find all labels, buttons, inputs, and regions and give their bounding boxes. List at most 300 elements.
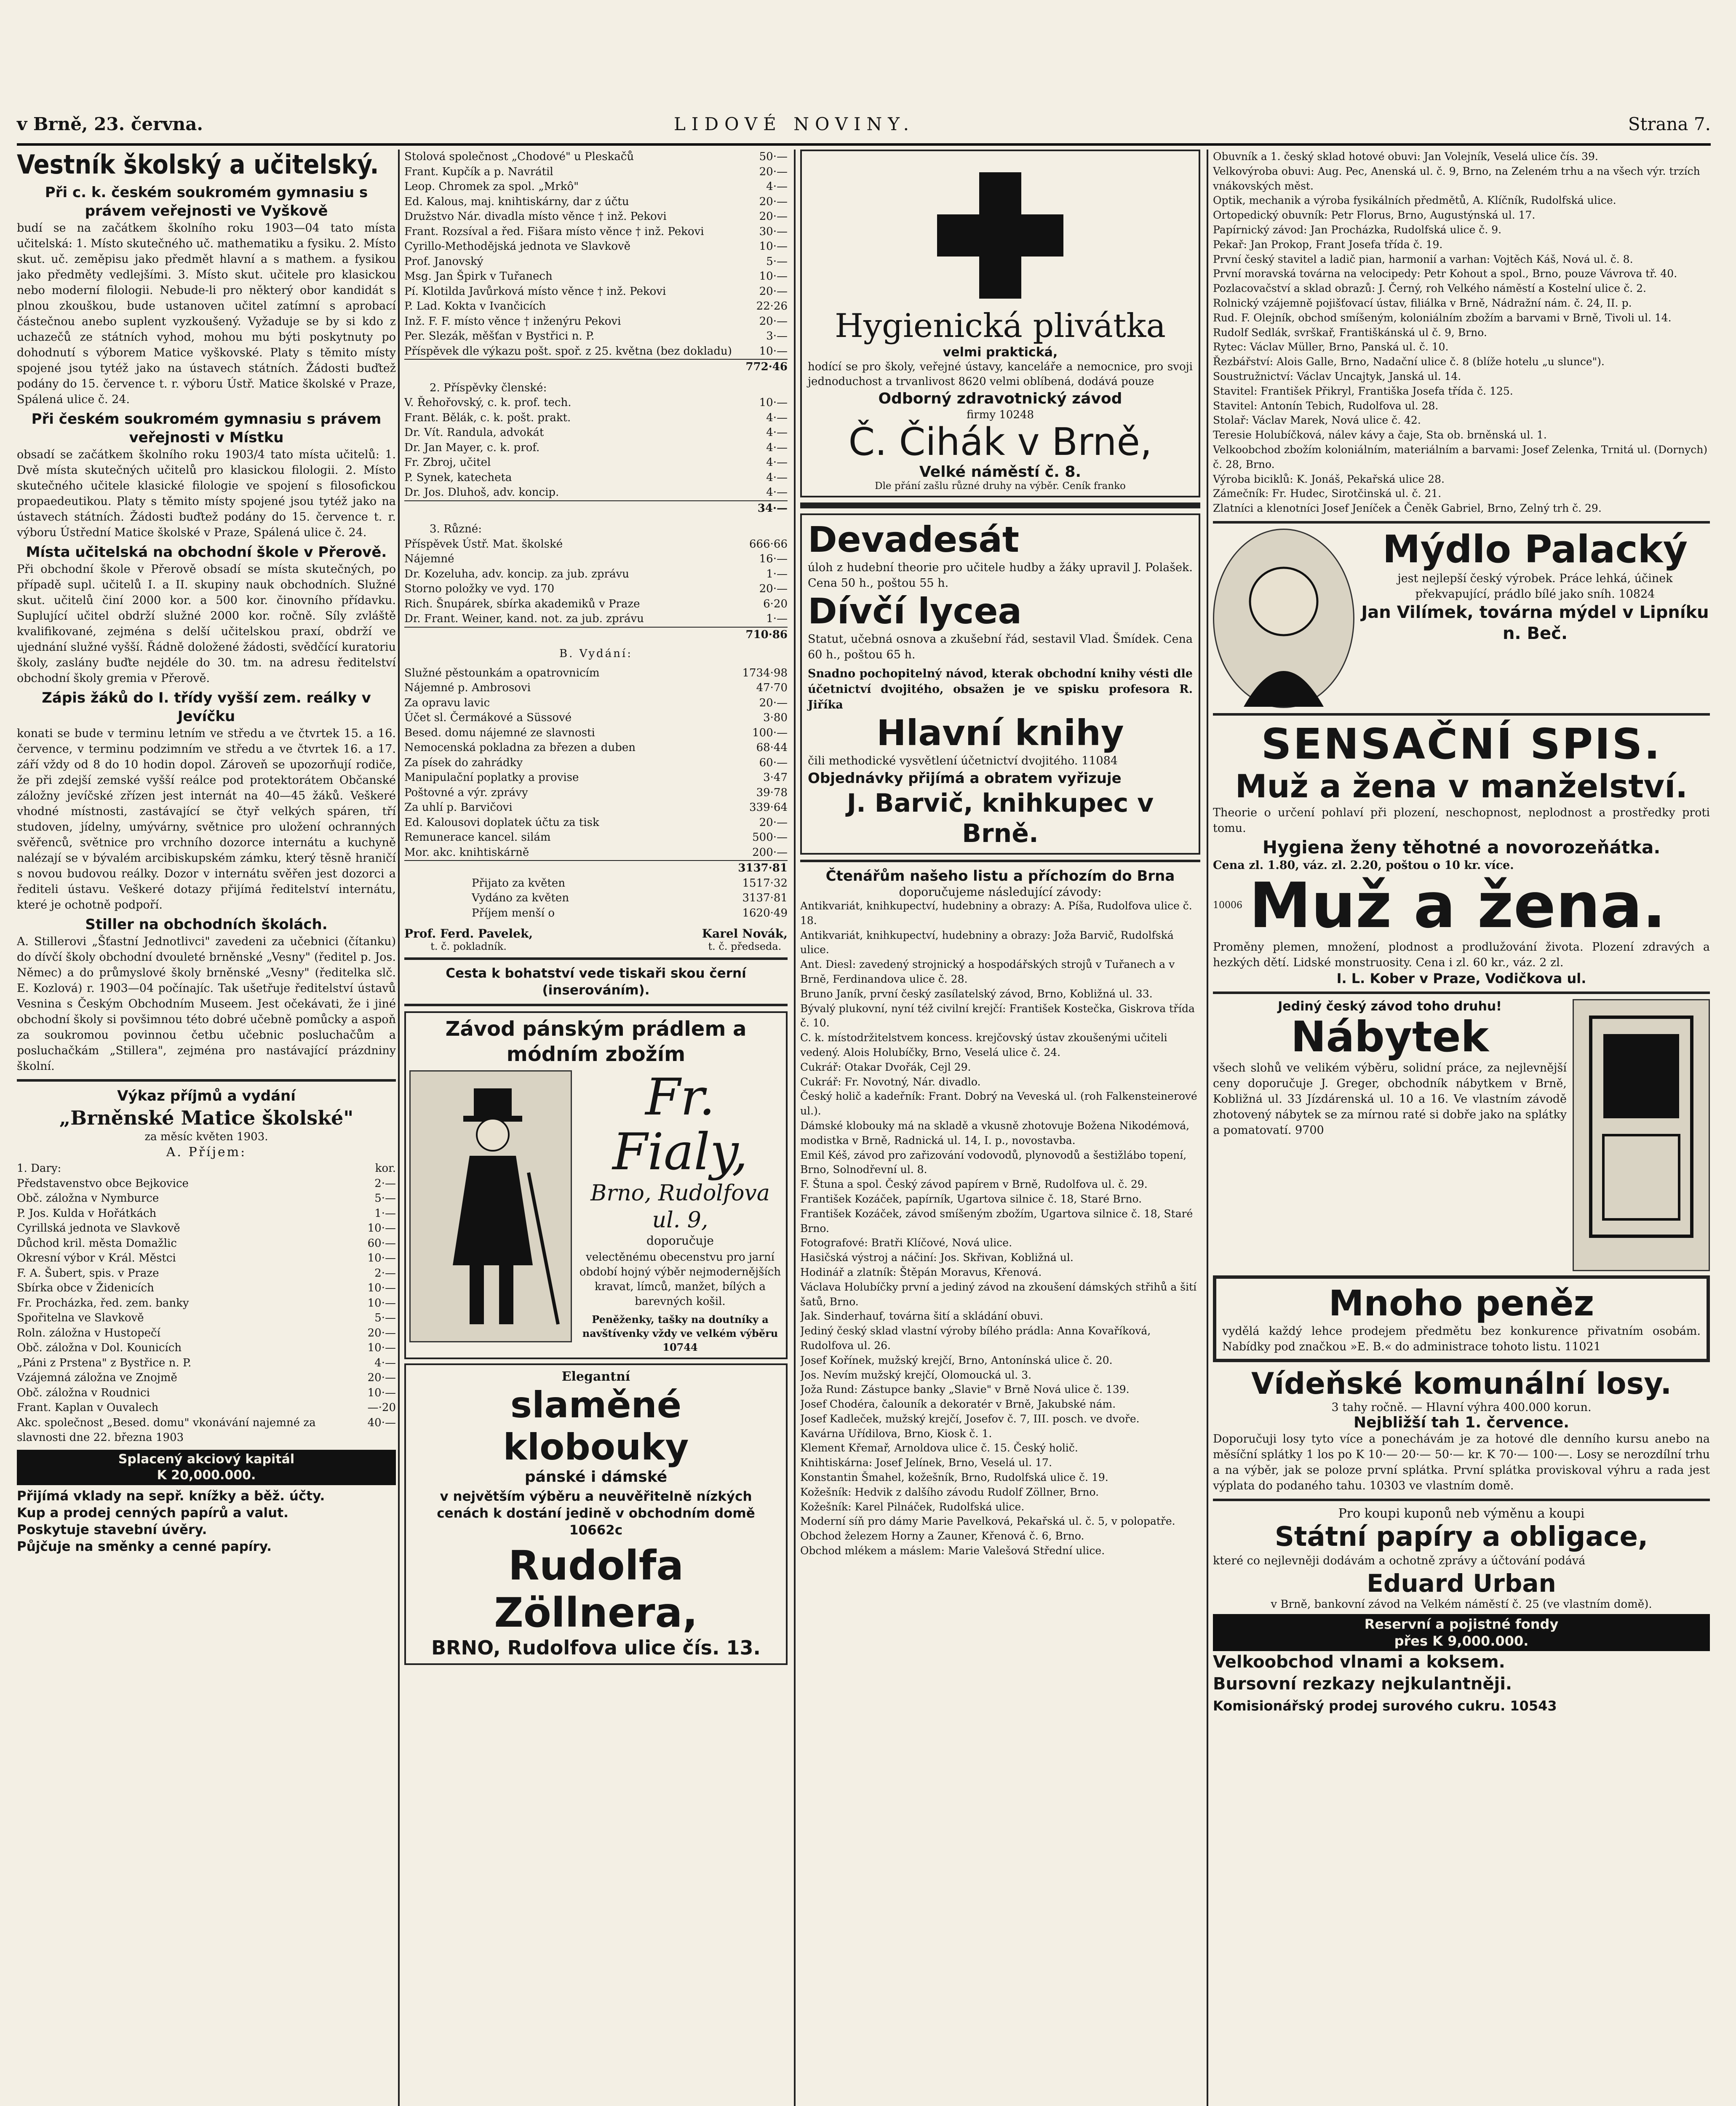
- directory-entry: Pozlacovačství a sklad obrazů: J. Černý, roh Velkého náměstí a Kostelní ulice č. 2.: [1213, 282, 1647, 295]
- ledger-row-value: 4·—: [766, 456, 788, 469]
- ledger-row-value: 40·—: [367, 1416, 396, 1429]
- ledger-row-value: 10·—: [759, 240, 788, 253]
- ledger-row-value: 1620·49: [742, 906, 788, 919]
- ledger-sum: [404, 860, 788, 876]
- ledger-row: [17, 1176, 396, 1192]
- red-cross-icon: [937, 172, 1063, 299]
- ledger-row: [404, 756, 788, 771]
- ledger-row-label: Příspěvek Ústř. Mat. školské: [404, 537, 563, 551]
- directory-entry: Zámečník: Fr. Hudec, Sirotčinská ul. č. 21.: [1213, 487, 1442, 500]
- ledger-row: [404, 425, 788, 441]
- ledger-row-label: Dr. Frant. Weiner, kand. not. za jub. zprávu: [404, 612, 644, 625]
- ledger-row-label: P. Lad. Kokta v Ivančicích: [404, 300, 546, 313]
- ledger-row-value: 16·—: [759, 553, 788, 565]
- ledger-row: [404, 239, 788, 254]
- fiala-name: Fr. Fialy,: [612, 1068, 748, 1181]
- ledger-row-value: 1517·32: [742, 877, 788, 890]
- ledger-row: [404, 485, 788, 500]
- ledger-row-label: Cyrillská jednota ve Slavkově: [17, 1222, 180, 1235]
- divider: [404, 957, 788, 960]
- ledger-row-label: „Páni z Prstena" z Bystřice n. P.: [17, 1356, 192, 1369]
- ledger-heading: A. Příjem:: [166, 1145, 247, 1160]
- ledger-sum: [404, 359, 788, 375]
- directory-heading: Čtenářům našeho listu a příchozím do Brna: [825, 868, 1175, 885]
- ledger-row-value: 20·—: [759, 165, 788, 178]
- directory-entry: Dámské klobouky má na skladě a vkusně zhotovuje Božena Nikodémová, modistka v Brně, Radnická ul. 14, I. p., novostavba.: [800, 1119, 1190, 1147]
- signature-name: Karel Novák,: [702, 927, 788, 941]
- urban-address: v Brně, bankovní závod na Velkém náměstí č. 25 (ve vlastním domě).: [1271, 1598, 1652, 1611]
- directory-entry: František Kozáček, závod smíšeným zbožím, Ugartova silnice č. 18, Staré Brno.: [800, 1207, 1193, 1235]
- ledger-row: [17, 1386, 396, 1401]
- column-rule: [1207, 150, 1208, 2106]
- spittoon-sub: velmi praktická,: [943, 345, 1058, 360]
- ledger-row-value: 6·20: [763, 597, 788, 610]
- directory-entry: Velkoobchod zbožím koloniálním, materiálním a barvami: Josef Zelenka, Trnitá ul. (Dornych) č. 28, Brno.: [1213, 443, 1708, 470]
- ledger-row: [17, 1191, 396, 1206]
- bank-capital-amount: K 20,000.000.: [157, 1467, 256, 1483]
- ledger-row: [17, 1400, 396, 1416]
- ledger-row-value: 10·—: [367, 1252, 396, 1264]
- soap-title: Mýdlo Palacký: [1382, 527, 1688, 572]
- directory-entry: Cukrář: Fr. Novotný, Nár. divadlo.: [800, 1075, 981, 1088]
- sensation-price: Cena zl. 1.80, váz. zl. 2.20, poštou o 10 kr. více.: [1213, 858, 1514, 872]
- orders-line: Objednávky přijímá a obratem vyřizuje: [808, 770, 1122, 787]
- zollner-headline: slaměné klobouky: [503, 1384, 689, 1468]
- directory-entry: Hodinář a zlatník: Štěpán Moravus, Křenová.: [800, 1266, 1042, 1278]
- lottery-title: Vídeňské komunální losy.: [1251, 1366, 1672, 1401]
- ledger-row: [17, 1296, 396, 1311]
- ledger-row-value: —·20: [367, 1401, 396, 1414]
- ledger-totals: [404, 876, 788, 921]
- ledger-row-label: Ed. Kalous, maj. knihtiskárny, dar z účtu: [404, 195, 629, 208]
- ledger-row-label: Mor. akc. knihtiskárně: [404, 846, 529, 859]
- ledger-row: [17, 1341, 396, 1356]
- sensation-publisher: I. L. Kober v Praze, Vodičkova ul.: [1336, 970, 1586, 986]
- ledger-row-label: Fr. Procházka, řed. zem. banky: [17, 1296, 189, 1310]
- spittoon-ad: [800, 150, 1200, 497]
- ledger-row: [404, 195, 788, 210]
- directory-list: [800, 899, 1200, 1558]
- bank-service: Kup a prodej cenných papírů a valut.: [17, 1505, 288, 1521]
- ledger-title: Výkaz příjmů a vydání: [117, 1088, 296, 1104]
- furniture-ad-text: [1213, 999, 1567, 1271]
- ledger-row-value: 60·—: [759, 756, 788, 769]
- ledger-row: [17, 1251, 396, 1266]
- directory-entry: Rudolf Sedlák, svrškař, Františkánská ul č. 9, Brno.: [1213, 326, 1487, 339]
- ledger-row: [404, 344, 788, 359]
- notice-ad: Cesta k bohatství vede tiskaři skou černí (inserováním).: [446, 966, 746, 998]
- ledger-row: [404, 567, 788, 582]
- ledger-row-label: Za opravu lavic: [404, 696, 490, 709]
- reserve-amount: přes K 9,000.000.: [1394, 1633, 1529, 1649]
- ledger-row-label: Přijato za květen: [472, 877, 566, 890]
- cabinet-illustration: [1573, 999, 1710, 1271]
- sensation-sub: Muž a žena v manželství.: [1235, 767, 1688, 805]
- ledger-row-label: Dr. Vít. Randula, advokát: [404, 426, 544, 439]
- ledger-row: [404, 552, 788, 567]
- fiala-ad-title: Závod pánským prádlem a módním zbožím: [445, 1017, 747, 1066]
- spittoon-firm: Odborný zdravotnický závod: [878, 390, 1122, 407]
- directory-entry: Antikvariát, knihkupectví, hudebniny a obrazy: A. Píša, Rudolfova ulice č. 18.: [800, 900, 1192, 927]
- fiala-ad-body: [409, 1070, 783, 1354]
- fiala-address: Brno, Rudolfova ul. 9,: [590, 1181, 770, 1233]
- directory-entry: Jediný český sklad vlastní výroby bílého prádla: Anna Kovaříková, Rudolfova ul. 26.: [800, 1325, 1151, 1352]
- ledger-row: [404, 470, 788, 486]
- ledger-row: [404, 329, 788, 344]
- bank-capital-banner: [17, 1450, 396, 1485]
- ledger-row: [17, 1206, 396, 1221]
- book-text: úloh z hudební theorie pro učitele hudby a žáky upravil J. Polašek. Cena 50 h., poštou 55 h.: [808, 561, 1193, 590]
- ledger-row-value: 10·—: [367, 1342, 396, 1354]
- ledger-row-label: Za písek do zahrádky: [404, 756, 523, 769]
- ledger-row: [404, 411, 788, 426]
- ledger-row-label: Za uhlí p. Barvičovi: [404, 801, 513, 814]
- article-heading: Při českém soukromém gymnasiu s právem veřejnosti v Místku: [31, 411, 382, 446]
- ledger-row-value: 1·—: [766, 567, 788, 580]
- fiala-recommends: doporučuje: [646, 1234, 714, 1248]
- ledger-row: [404, 455, 788, 470]
- ledger-row-label: Frant. Bělák, c. k. pošt. prakt.: [404, 411, 571, 424]
- ledger-list: [404, 537, 788, 627]
- zollner-sub: pánské i dámské: [524, 1468, 668, 1486]
- signature-right: [702, 927, 788, 952]
- ledger-row-value: 200·—: [752, 846, 788, 859]
- signature-name: Prof. Ferd. Pavelek,: [404, 927, 533, 941]
- article-heading: Místa učitelská na obchodní škole v Přerově.: [26, 544, 387, 561]
- ledger-sum-value: 3137·81: [738, 862, 788, 874]
- ledger-sum: [404, 627, 788, 643]
- ledger-row: [404, 165, 788, 180]
- directory-entry: Stolař: Václav Marek, Nová ulice č. 42.: [1213, 414, 1421, 427]
- zollner-text: v největším výběru a neuvěřitelně nízkých cenách k dostání jedině v obchodním domě 10662c: [437, 1489, 755, 1538]
- book-text: Snadno pochopitelný návod, kterak obchodní knihy vésti dle účetnictví dvojitého, obsažen je ve spisku profesora R. Jiříka: [808, 667, 1193, 711]
- ledger-row-label: Dr. Jos. Dluhoš, adv. koncip.: [404, 486, 559, 499]
- ledger-row-value: 2·—: [374, 1177, 396, 1190]
- divider: [1213, 713, 1710, 716]
- ledger-row-label: Poštovné a výr. zprávy: [404, 786, 528, 799]
- directory-entry: Stavitel: František Přikryl, Františka Josefa třída č. 125.: [1213, 385, 1513, 397]
- urban-intro: Pro koupi kuponů neb výměnu a koupi: [1338, 1506, 1585, 1521]
- ledger-row-value: 20·—: [759, 210, 788, 223]
- ledger-row: [404, 696, 788, 711]
- ledger-sum-value: 772·46: [745, 361, 788, 373]
- ledger-row: [404, 740, 788, 756]
- ledger-row-label: Vydáno za květen: [472, 892, 569, 904]
- fiala-text: velectěnému obecenstvu pro jarní období hojný výběr nejmodernějších kravat, límců, manžet, bílých a barevných košil.: [579, 1251, 781, 1308]
- directory-entry: Kavárna Uřídilova, Brno, Kiosk č. 1.: [800, 1427, 992, 1440]
- column-rule: [398, 150, 400, 2106]
- directory-entry: Konstantin Šmahel, kožešník, Brno, Rudolfská ulice č. 19.: [800, 1471, 1108, 1484]
- article-heading: Při c. k. českém soukromém gymnasiu s právem veřejnosti ve Vyškově: [45, 184, 368, 219]
- ledger-row: [404, 269, 788, 284]
- directory-entry: Rud. F. Olejník, obchod smíšeným, koloniálním zbožím a barvami v Brně, Tivoli ul. 14.: [1213, 311, 1672, 324]
- ledger-org: „Brněnské Matice školské": [59, 1106, 354, 1129]
- directory-entry: Moderní síň pro dámy Marie Pavelková, Pekařská ul. č. 5, v polopatře.: [800, 1515, 1175, 1528]
- ledger-row: [404, 597, 788, 612]
- directory-entry: Teresie Holubíčková, nálev kávy a čaje, Sta ob. brněnská ul. 1.: [1213, 429, 1547, 441]
- ledger-row-label: Per. Slezák, měšťan v Bystřici n. P.: [404, 330, 595, 342]
- column-4: [1213, 150, 1710, 2106]
- sensation-number: 10006: [1213, 900, 1242, 911]
- ledger-row-label: Příspěvek dle výkazu pošt. spoř. z 25. května (bez dokladu): [404, 345, 732, 358]
- divider: [800, 502, 1200, 508]
- ledger-row-value: 1734·98: [742, 666, 788, 679]
- directory-entry: Velkovýroba obuvi: Aug. Pec, Anenská ul. č. 9, Brno, na Zeleném trhu a na všech výr. trzích vnákovských měst.: [1213, 165, 1700, 192]
- divider: [1213, 1499, 1710, 1501]
- header-masthead: LIDOVÉ NOVINY.: [674, 114, 915, 134]
- ledger-row-value: 10·—: [367, 1222, 396, 1235]
- header-date: v Brně, 23. června.: [17, 114, 203, 134]
- soap-ad: [1213, 529, 1710, 708]
- ledger-subheading: 2. Příspěvky členské:: [430, 381, 547, 394]
- directory-entry: Rytec: Václav Müller, Brno, Panská ul. č. 10.: [1213, 341, 1449, 353]
- ledger-row-label: Vzájemná záložna ve Znojmě: [17, 1371, 177, 1384]
- directory-entry: Josef Kadleček, mužský krejčí, Josefov č. 7, III. posch. ve dvoře.: [800, 1412, 1140, 1425]
- ledger-row: [404, 612, 788, 627]
- article-heading: Zápis žáků do I. třídy vyšší zem. reálky v Jevíčku: [42, 690, 371, 725]
- ledger-row-label: Remunerace kancel. silám: [404, 831, 551, 844]
- spittoon-firm-2: firmy 10248: [966, 409, 1034, 421]
- ledger-row-label: V. Řehořovský, c. k. prof. tech.: [404, 396, 572, 409]
- directory-entry: Optik, mechanik a výroba fysikálních předmětů, A. Klíčník, Rudolfská ulice.: [1213, 194, 1616, 207]
- palacky-portrait: [1213, 529, 1354, 708]
- divider: [800, 860, 1200, 862]
- spittoon-text: hodící se pro školy, veřejné ústavy, kanceláře a nemocnice, pro svoji jednoduchost a trvanlivost 8620 velmi oblíbená, dodává pouze: [808, 361, 1193, 388]
- ledger-list: [17, 1176, 396, 1446]
- directory-entry: Knihtiskárna: Josef Jelínek, Brno, Veselá ul. 17.: [800, 1457, 1052, 1469]
- furniture-title: Nábytek: [1290, 1012, 1489, 1061]
- sensation-big-row: [1213, 869, 1710, 942]
- book-title: Hlavní knihy: [876, 712, 1124, 754]
- ledger-row-label: Inž. F. F. místo věnce † inženýru Pekovi: [404, 315, 621, 328]
- directory-entry: Cukrář: Otakar Dvořák, Cejl 29.: [800, 1061, 971, 1073]
- bank-capital-label: Splacený akciový kapitál: [118, 1451, 295, 1467]
- ledger-row-label: Nájemné p. Ambrosovi: [404, 682, 531, 694]
- directory-entry: Soustružnictví: Václav Uncajtyk, Janská ul. 14.: [1213, 370, 1461, 382]
- ledger-row-value: 10·—: [367, 1282, 396, 1294]
- ledger-row: [404, 396, 788, 411]
- ledger-row: [404, 845, 788, 861]
- ledger-row-value: 500·—: [752, 831, 788, 844]
- ledger-row-label: Storno položky ve vyd. 170: [404, 583, 555, 595]
- ledger-subheading: 3. Různé:: [430, 523, 482, 535]
- furniture-ad: [1213, 999, 1710, 1271]
- directory-entry: František Kozáček, papírník, Ugartova silnice č. 18, Staré Brno.: [800, 1192, 1142, 1205]
- ledger-row: [17, 1356, 396, 1371]
- urban-name: Eduard Urban: [1367, 1569, 1556, 1598]
- signature-role: t. č. předseda.: [708, 941, 782, 952]
- ledger-row-label: Frant. Kupčík a p. Navrátil: [404, 165, 553, 178]
- book-title: Dívčí lycea: [808, 591, 1022, 632]
- ledger-row-value: 339·64: [749, 801, 788, 814]
- ledger-row-value: 4·—: [766, 426, 788, 439]
- directory-entry: Řezbářství: Alois Galle, Brno, Nadační ulice č. 8 (blíže hotelu „u slunce").: [1213, 355, 1605, 368]
- ledger-row-label: Manipulační poplatky a provise: [404, 771, 579, 784]
- ledger-row-value: 10·—: [759, 396, 788, 409]
- directory-list: [1213, 150, 1710, 516]
- ledger-row-value: 4·—: [766, 486, 788, 499]
- ledger-row-label: Leop. Chromek za spol. „Mrkô": [404, 180, 579, 193]
- ledger-row-value: 3·47: [763, 771, 788, 784]
- directory-entry: Václava Holubíčky první a jediný závod na zkoušení dámských střihů a šití šatů, Brno.: [800, 1280, 1197, 1308]
- ledger-sum-value: 34·—: [757, 502, 788, 515]
- sensation-text: Theorie o určení pohlaví při plození, neschopnost, neplodnost a prostředky proti tomu.: [1213, 806, 1710, 835]
- ledger-row: [17, 1371, 396, 1386]
- ledger-row-label: Příjem menší o: [472, 906, 555, 919]
- directory-entry: Josef Kořínek, mužský krejčí, Brno, Antonínská ulice č. 20.: [800, 1354, 1113, 1366]
- ledger-row-value: 1·—: [766, 612, 788, 625]
- ledger-row: [404, 711, 788, 726]
- ledger-row-label: Besed. domu nájemné ze slavnosti: [404, 726, 595, 739]
- directory-entry: Obchod mlékem a máslem: Marie Valešová Střední ulice.: [800, 1545, 1105, 1557]
- directory-entry: Rolnický vzájemně pojišťovací ústav, filiálka v Brně, Nádražní nám. č. 24, II. p.: [1213, 297, 1632, 309]
- ledger-row-value: 60·—: [367, 1237, 396, 1250]
- ledger-row-label: F. A. Šubert, spis. v Praze: [17, 1267, 159, 1280]
- ledger-row-label: Stolová společnost „Chodové" u Pleskačů: [404, 150, 634, 163]
- column-2: [404, 150, 788, 2106]
- directory-entry: Jak. Sinderhauf, továrna šití a skládání obuvi.: [800, 1310, 1044, 1323]
- gentleman-illustration-drawing: [411, 1072, 571, 1341]
- ledger-sum: [404, 500, 788, 516]
- ledger-row: [404, 150, 788, 165]
- ledger-row: [17, 1221, 396, 1236]
- ledger-row-value: 10·—: [367, 1296, 396, 1310]
- zollner-address: BRNO, Rudolfova ulice čís. 13.: [431, 1636, 761, 1659]
- ledger-row-label: P. Jos. Kulda v Hořátkách: [17, 1207, 157, 1220]
- ledger-row: [404, 666, 788, 681]
- money-ad: [1213, 1275, 1710, 1362]
- ledger-row-label: Služné pěstounkám a opatrovnicím: [404, 666, 600, 679]
- bank-service: Půjčuje na směnky a cenné papíry.: [17, 1539, 272, 1554]
- directory-entry: Výroba biciklů: K. Jonáš, Pekařská ulice 28.: [1213, 473, 1445, 485]
- directory-entry: Kožešník: Hedvik z dalšího závodu Rudolf Zöllner, Brno.: [800, 1486, 1099, 1498]
- ledger-row-value: 22·26: [756, 300, 788, 313]
- ledger-row-value: 5·—: [374, 1312, 396, 1324]
- ledger-row-label: Akc. společnost „Besed. domu" vkonávání najemné za slavnosti dne 22. března 1903: [17, 1416, 316, 1444]
- lottery-next-draw: Nejbližší tah 1. července.: [1354, 1414, 1569, 1431]
- ledger-row-value: 2·—: [374, 1267, 396, 1280]
- directory-entry: Antikvariát, knihkupectví, hudebniny a obrazy: Jožа Barvič, Rudolfská ulice.: [800, 929, 1174, 956]
- section-title: Vestník školský a učitelský.: [17, 150, 379, 180]
- wholesale-line: Bursovní rezkazy nejkulantněji.: [1213, 1674, 1512, 1694]
- ledger-row-label: Dr. Kozeluha, adv. koncip. za jub. zprávu: [404, 567, 629, 580]
- ledger-row: [17, 1416, 396, 1446]
- ledger-row-value: 47·70: [756, 682, 788, 694]
- directory-entry: C. k. místodržitelstvem koncess. krejčovský ústav zkoušenými učiteli vedený. Alois Holubíčky, Brno, Veselá ulice č. 24.: [800, 1032, 1167, 1058]
- ledger-row-label: Nájemné: [404, 553, 454, 565]
- signatures: [404, 927, 788, 952]
- ledger-row: [404, 299, 788, 314]
- ledger-unit: kor.: [375, 1162, 396, 1175]
- wholesale-line: Komisionářský prodej surového cukru. 10543: [1213, 1697, 1557, 1714]
- urban-text: které co nejlevněji dodávám a ochotně zprávy a účtování podává: [1213, 1554, 1586, 1567]
- directory-entry: Zlatníci a klenotníci Josef Jeníček a Čeněk Gabriel, Brno, Zelný trh č. 29.: [1213, 502, 1602, 515]
- ledger-row-label: Msg. Jan Špirk v Tuřanech: [404, 270, 553, 283]
- article-text: Při obchodní škole v Přerově obsadí se místa skutečných, po případě supl. učitelů I. a II. skupiny nauk obchodních. Služné skut. učitelů činí 2000 kor. a 500 kor. činovního přídavku. Suplující učitel obdrží služné 2000 kor. ročně. Síly zvláště kvalifikované, zejména s delší učitelskou praxí, obdrží ve ujednání služné vyšší. Řádně doložené žádosti, svědčící kuratoriu školy, zaslány buďte nejdéle do 30. tm. na adresu ředitelství obchodní školy gremia v Přerově.: [17, 563, 396, 685]
- ledger-row-value: 100·—: [752, 726, 788, 739]
- ledger-row: [404, 815, 788, 831]
- book-text: Statut, učebná osnova a zkušební řád, sestavil Vlad. Šmídek. Cena 60 h., poštou 65 h.: [808, 633, 1193, 661]
- ledger-row-label: Cyrillo-Methodějská jednota ve Slavkově: [404, 240, 631, 253]
- directory-entry: F. Štuna a spol. Český závod papírem v Brně, Rudolfova ul. č. 29.: [800, 1178, 1148, 1191]
- furniture-text: všech slohů ve velikém výběru, solidní práce, za nejlevnější ceny doporučuje J. Greger, obchodník nábytkem v Brně, Kobližná ul. 33 Jízdárenská ul. 10 a 16. Ve vlastním závodě zhotovený nábytek se za mírnou raté si dobře jako na splátky a pomatovatí. 9700: [1213, 1061, 1567, 1137]
- ledger-row: [404, 582, 788, 597]
- spittoon-note: Dle přání zašlu různé druhy na výběr. Ceník franko: [875, 481, 1126, 492]
- ledger-row-label: Obč. záložna v Dol. Kounicích: [17, 1342, 182, 1354]
- reserve-label: Reservní a pojistné fondy: [1364, 1616, 1559, 1632]
- signature-role: t. č. pokladník.: [430, 941, 507, 952]
- fiala-ad-text: [578, 1070, 783, 1354]
- bank-service: Poskytuje stavební úvěry.: [17, 1522, 207, 1537]
- ledger-row: [404, 830, 788, 845]
- ledger-row-label: Ed. Kalousovi doplatek účtu za tisk: [404, 816, 599, 829]
- zollner-elegant: Elegantní: [561, 1369, 630, 1384]
- bank-services: [17, 1488, 396, 1555]
- spittoon-title: Hygienická plivátka: [834, 307, 1166, 345]
- ledger-row-label: Představenstvo obce Bejkovice: [17, 1177, 189, 1190]
- ledger-row: [404, 786, 788, 801]
- directory-entry: Kožešník: Karel Pilnáček, Rudolfská ulice.: [800, 1500, 1025, 1513]
- ledger-row: [404, 681, 788, 696]
- ledger-subheading: [17, 1161, 396, 1176]
- urban-title: Státní papíry a obligace,: [1274, 1521, 1648, 1553]
- directory-entry: Bruno Janík, první český zasílatelský závod, Brno, Kobližná ul. 33.: [800, 987, 1153, 1000]
- ledger-row: [17, 1266, 396, 1281]
- article-text: A. Stillerovi „Šťastní Jednotlivci" zavedeni za učebnici (čítanku) do dívčí školy obchodní dvouleté brněnské „Vesny" (ředitel p. Jos. Němec) a do průmyslové školy brněnské „Vesny" (ředitelka slč. E. Kozlová) r. 1903—04 počínajíc. Tak ušetřuje ředitelství ústavů Vesnina s Českým Obchodním Museem. Jest očekávati, že i jiné obchodní školy si povšimnou této dobré učebně pomůcky a aspoň za soukromou povinnou četbu učebnic posluchačům a posluchačkám „Stillera", zejména pro nastávající prázdniny školní.: [17, 935, 396, 1073]
- ledger-row: [17, 1236, 396, 1251]
- books-ad: [800, 513, 1200, 855]
- directory-entry: První moravská továrna na velocipedy: Petr Kohout a spol., Brno, pouze Vávrova tř. 40.: [1213, 267, 1677, 280]
- directory-entry: Pekař: Jan Prokop, Frant Josefa třída č. 19.: [1213, 238, 1443, 251]
- header-page-number: Strana 7.: [1628, 114, 1711, 134]
- directory-sub: doporučujeme následující závody:: [899, 885, 1102, 899]
- ledger-period: za měsíc květen 1903.: [144, 1131, 268, 1143]
- ledger-row-label: Důchod kril. města Domažlic: [17, 1237, 177, 1250]
- ledger-row-label: Sbírka obce v Židenicích: [17, 1282, 154, 1294]
- ledger-row-value: 4·—: [374, 1356, 396, 1369]
- spittoon-address: Velké náměstí č. 8.: [919, 463, 1082, 481]
- sensation-big-title: Muž a žena.: [1249, 869, 1666, 942]
- lottery-text: Doporučuji losy tyto více a ponechávám je za hotové dle denního kursu anebo na měsíční splátky 1 los po K 10·— 20·— 50·— kr. K 70·— 100·—. Losy se nerozdílní trhu a na výběr, jak se poloze první splátka. První splátka proviskoval výhru a rada jest výplata do podaného tahu. 10303 ve vlastním domě.: [1213, 1432, 1710, 1492]
- fiala-ad: [404, 1011, 788, 1359]
- spittoon-name: Č. Čihák v Brně,: [848, 420, 1152, 464]
- signature-left: [404, 927, 533, 952]
- ledger-list: [404, 666, 788, 861]
- divider: [17, 1079, 396, 1082]
- ledger-row: [472, 876, 788, 891]
- zollner-name: Rudolfa Zöllnera,: [494, 1542, 698, 1636]
- article-heading: Stiller na obchodních školách.: [85, 916, 328, 933]
- ledger-row: [404, 726, 788, 741]
- cabinet-illustration-drawing: [1574, 1000, 1709, 1270]
- ledger-row-value: 1·—: [374, 1207, 396, 1220]
- directory-entry: Joža Rund: Zástupce banky „Slavie" v Brně Nová ulice č. 139.: [800, 1383, 1130, 1396]
- ledger-row: [404, 770, 788, 786]
- wholesale-line: Velkoobchod vlnami a koksem.: [1213, 1652, 1505, 1672]
- bank-service: Přijímá vklady na sepř. knížky a běž. účty.: [17, 1488, 325, 1504]
- ledger-sub-label: 1. Dary:: [17, 1162, 61, 1175]
- ledger-row-value: 4·—: [766, 441, 788, 454]
- ledger-row: [404, 179, 788, 195]
- sensation-text-2: Proměny plemen, množení, plodnost a prodlužování života. Plození zdravých a hezkých dětí. Lidské monstruosity. Cena i zl. 60 kr., váz. 2 zl.: [1213, 940, 1710, 969]
- ledger-row-value: 30·—: [759, 225, 788, 238]
- ledger-row-value: 20·—: [759, 315, 788, 328]
- ledger-row-value: 50·—: [759, 150, 788, 163]
- ledger-row-value: 20·—: [759, 696, 788, 709]
- ledger-row: [404, 224, 788, 240]
- palacky-portrait-drawing: [1214, 530, 1353, 707]
- ledger-row-label: Účet sl. Čermákové a Süssové: [404, 711, 572, 724]
